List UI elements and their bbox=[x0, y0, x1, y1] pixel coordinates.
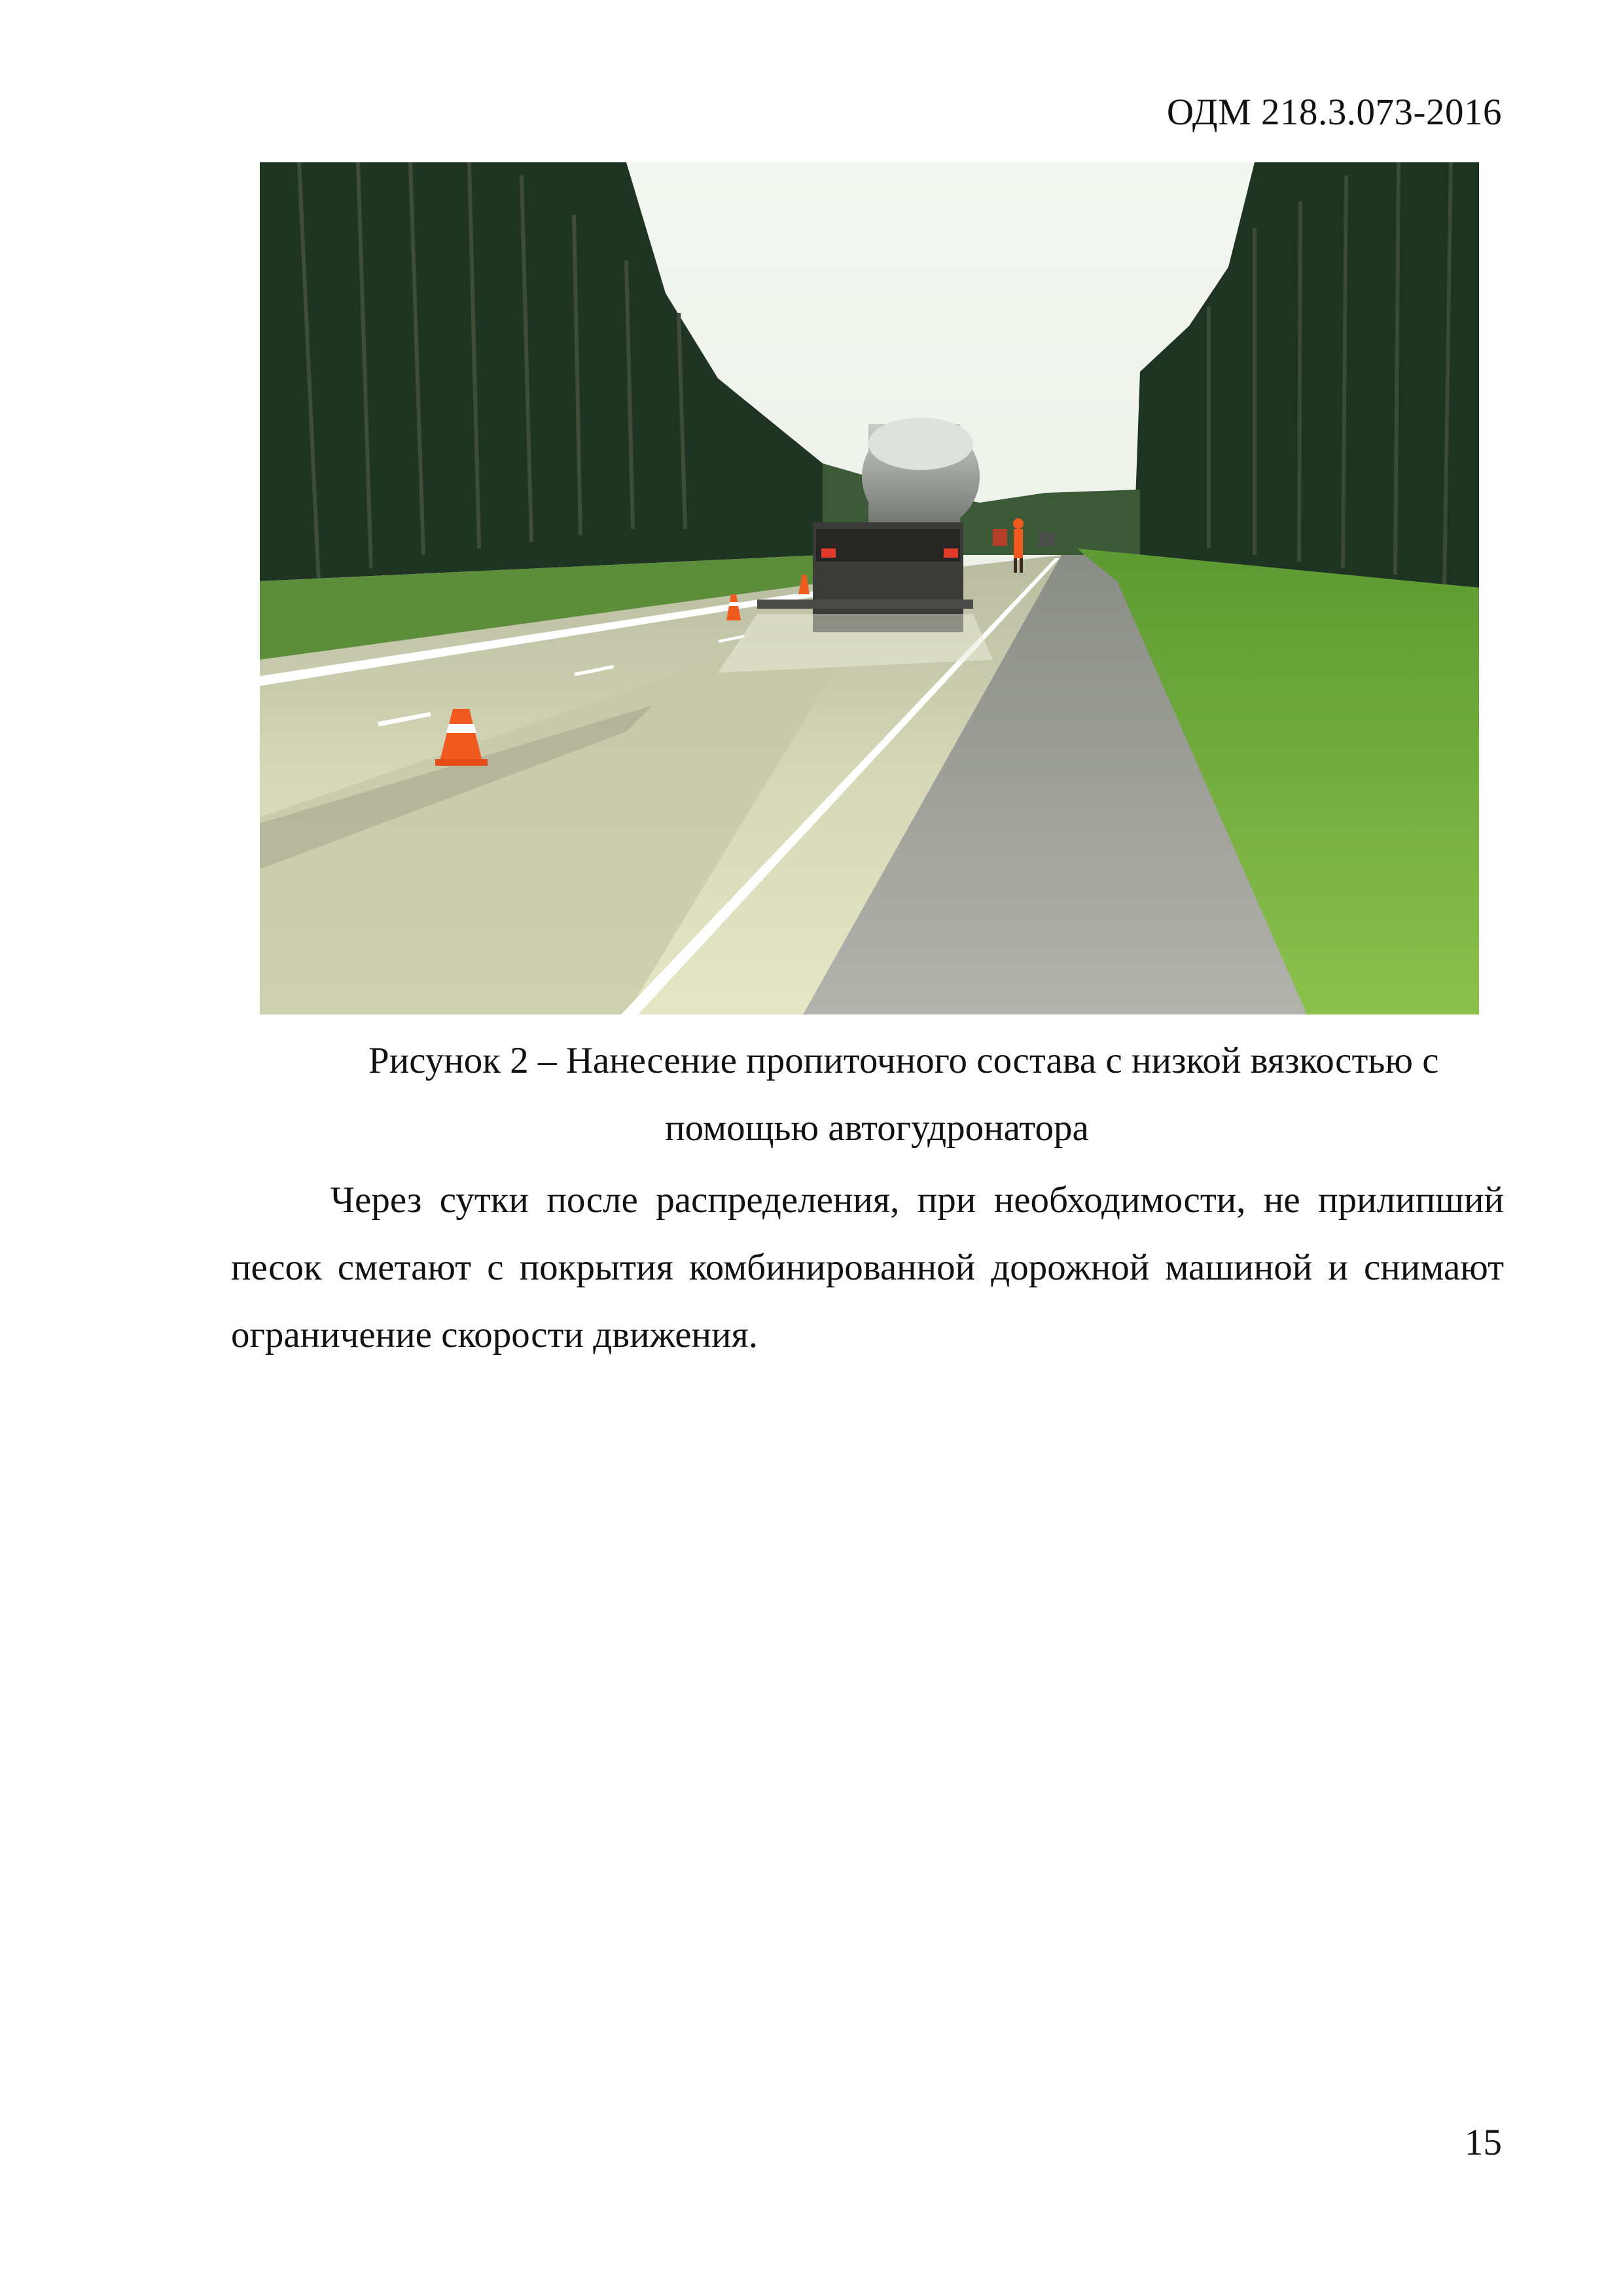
body-paragraph: Через сутки после распределения, при необходимости, не прилипший песок сметают с покрытия комбинированной дорожной машиной и снимают ограничение скорости движения. bbox=[231, 1179, 1504, 1355]
figure-caption-continuation: помощью автогудронатора bbox=[665, 1107, 1089, 1149]
page-number: 15 bbox=[1465, 2122, 1502, 2163]
road-photo bbox=[260, 162, 1479, 1014]
figure-caption: Рисунок 2 – Нанесение пропиточного состава с низкой вязкостью с bbox=[368, 1040, 1439, 1081]
document-code: ОДМ 218.3.073-2016 bbox=[1166, 92, 1502, 133]
